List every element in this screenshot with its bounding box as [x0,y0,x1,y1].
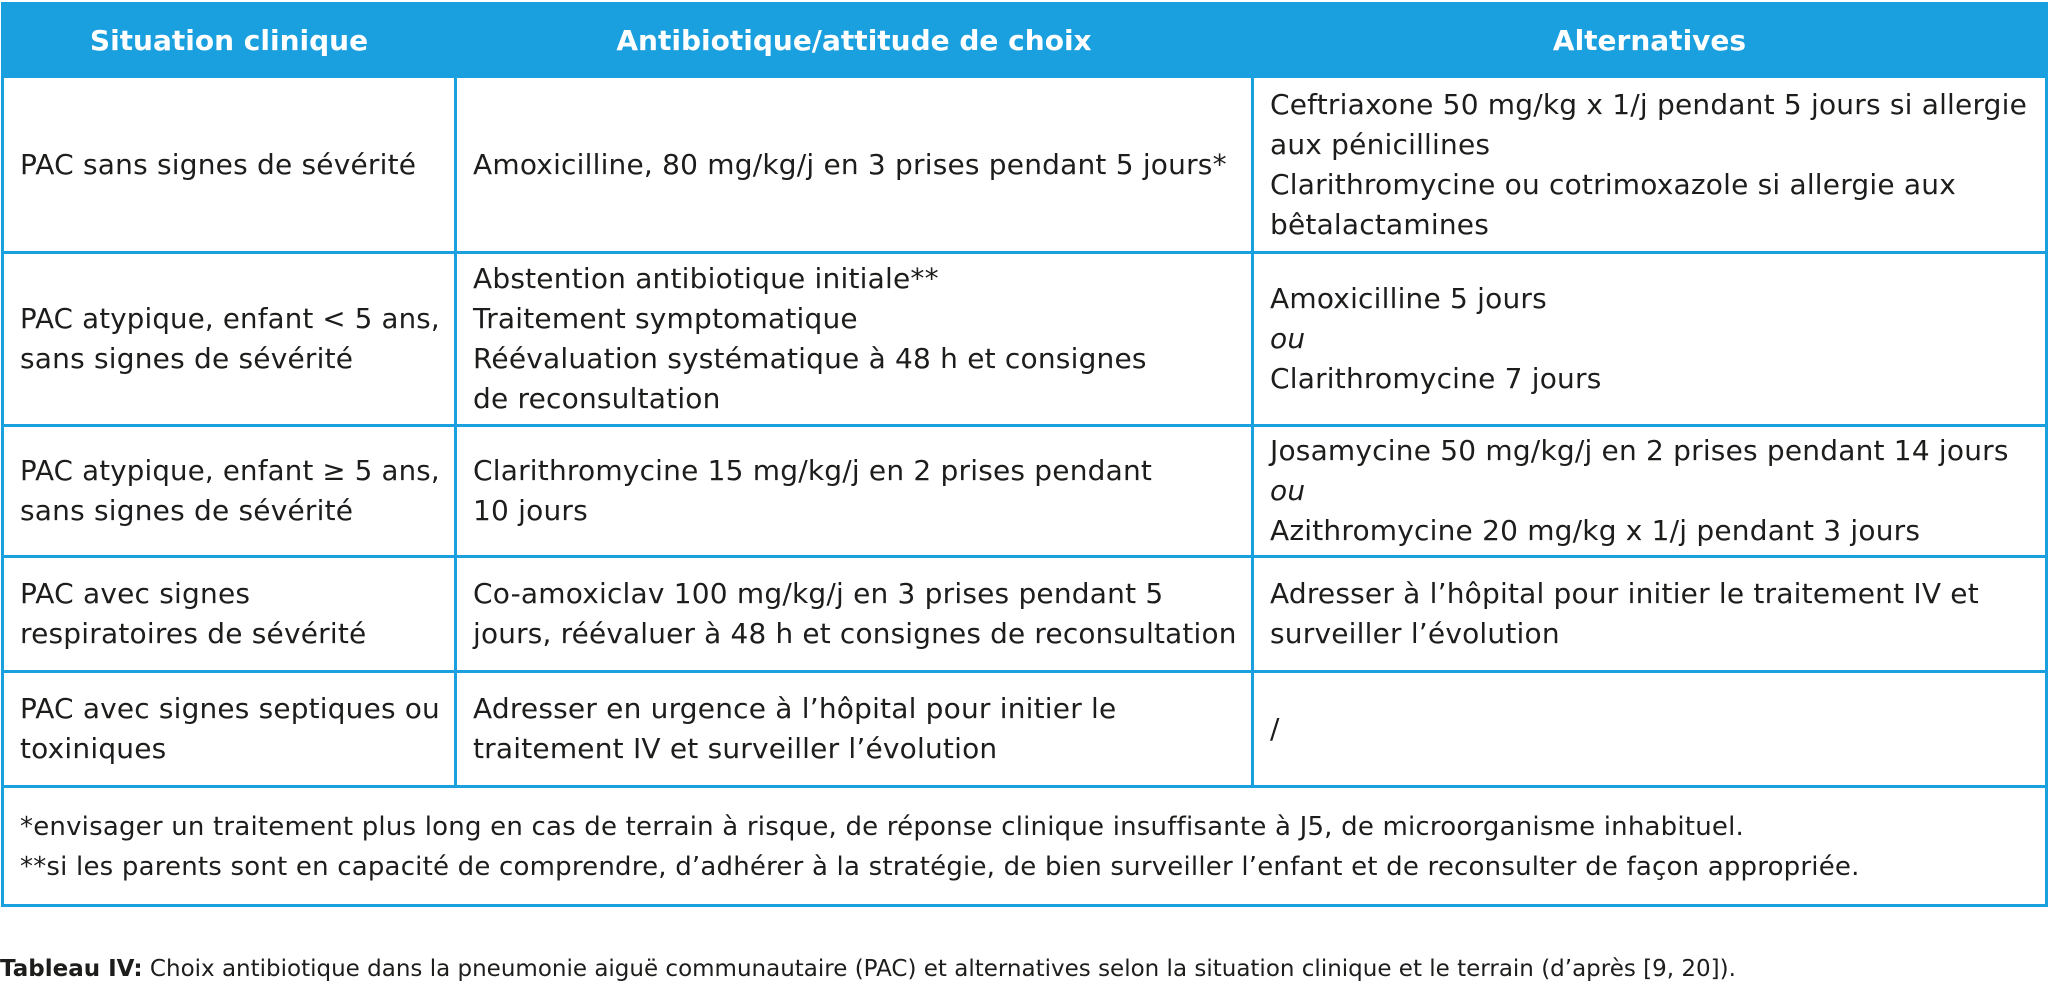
footnote-1: *envisager un traitement plus long en cas de terrain à risque, de réponse clinique insuffisante à J5, de microorganisme inhabituel. [20,812,1744,842]
cell-alternatives [1253,253,2047,426]
cell-situation [3,557,456,672]
cell-line: PAC avec signes septiques ou [20,692,440,725]
cell-situation [3,426,456,557]
cell-alternatives [1253,426,2047,557]
cell-line: Clarithromycine 15 mg/kg/j en 2 prises pendant [473,454,1153,487]
cell-line: PAC avec signes [20,577,251,610]
cell-line: Josamycine 50 mg/kg/j en 2 prises pendant 14 jours [1270,434,2009,467]
cell-line: jours, réévaluer à 48 h et consignes de reconsultation [473,617,1237,650]
cell-line: toxiniques [20,732,167,765]
cell-line: Amoxicilline 5 jours [1270,282,1547,315]
cell-choix [456,77,1253,253]
cell-line: Adresser en urgence à l’hôpital pour initier le [473,692,1117,725]
table-row [3,253,2047,426]
cell-line: Réévaluation systématique à 48 h et consignes [473,342,1147,375]
caption-text: Choix antibiotique dans la pneumonie aiguë communautaire (PAC) et alternatives selon la situation clinique et le terrain (d’après [9, 20]). [142,956,1736,982]
cell-line: de reconsultation [473,382,721,415]
cell-line: traitement IV et surveiller l’évolution [473,732,998,765]
antibiotic-table [1,2,2048,907]
cell-line: Amoxicilline, 80 mg/kg/j en 3 prises pendant 5 jours* [473,147,1227,181]
cell-situation [3,672,456,787]
cell-line: surveiller l’évolution [1270,617,1560,650]
cell-alternatives [1253,557,2047,672]
table-row [3,672,2047,787]
cell-alternatives [1253,672,2047,787]
cell-line: PAC sans signes de sévérité [20,147,417,181]
cell-line-ou: ou [1270,474,1306,507]
footnote-row [3,787,2047,906]
cell-line: respiratoires de sévérité [20,617,367,650]
cell-line: / [1270,712,1280,745]
cell-line: bêtalactamines [1270,207,1490,241]
cell-choix [456,557,1253,672]
table-caption [0,954,1736,984]
cell-line: Azithromycine 20 mg/kg x 1/j pendant 3 jours [1270,514,1921,547]
cell-line: PAC atypique, enfant < 5 ans, [20,302,440,335]
cell-situation [3,77,456,253]
cell-choix [456,672,1253,787]
cell-line: Traitement symptomatique [473,302,858,335]
cell-line: Ceftriaxone 50 mg/kg x 1/j pendant 5 jours si allergie [1270,87,2028,121]
cell-line: Adresser à l’hôpital pour initier le traitement IV et [1270,577,1979,610]
header-alternatives: Alternatives [1253,4,2047,77]
footnote-2: **si les parents sont en capacité de comprendre, d’adhérer à la stratégie, de bien surveiller l’enfant et de reconsulter de façon appropriée. [20,852,1860,882]
cell-situation [3,253,456,426]
cell-line: 10 jours [473,494,588,527]
header-situation: Situation clinique [3,4,456,77]
cell-choix [456,253,1253,426]
table-header-row [3,4,2047,77]
table-row [3,77,2047,253]
cell-line: Abstention antibiotique initiale** [473,262,939,295]
cell-alternatives [1253,77,2047,253]
table-row [3,426,2047,557]
header-choix: Antibiotique/attitude de choix [456,4,1253,77]
table-row [3,557,2047,672]
cell-line: sans signes de sévérité [20,494,354,527]
cell-line-ou: ou [1270,322,1306,355]
footnote-cell [3,787,2047,906]
caption-label: Tableau IV: [0,956,143,982]
cell-line: PAC atypique, enfant ≥ 5 ans, [20,454,440,487]
cell-line: aux pénicillines [1270,127,1491,161]
cell-line: sans signes de sévérité [20,342,354,375]
cell-choix [456,426,1253,557]
cell-line: Clarithromycine ou cotrimoxazole si allergie aux [1270,167,1956,201]
cell-line: Co-amoxiclav 100 mg/kg/j en 3 prises pendant 5 [473,577,1164,610]
cell-line: Clarithromycine 7 jours [1270,362,1602,395]
